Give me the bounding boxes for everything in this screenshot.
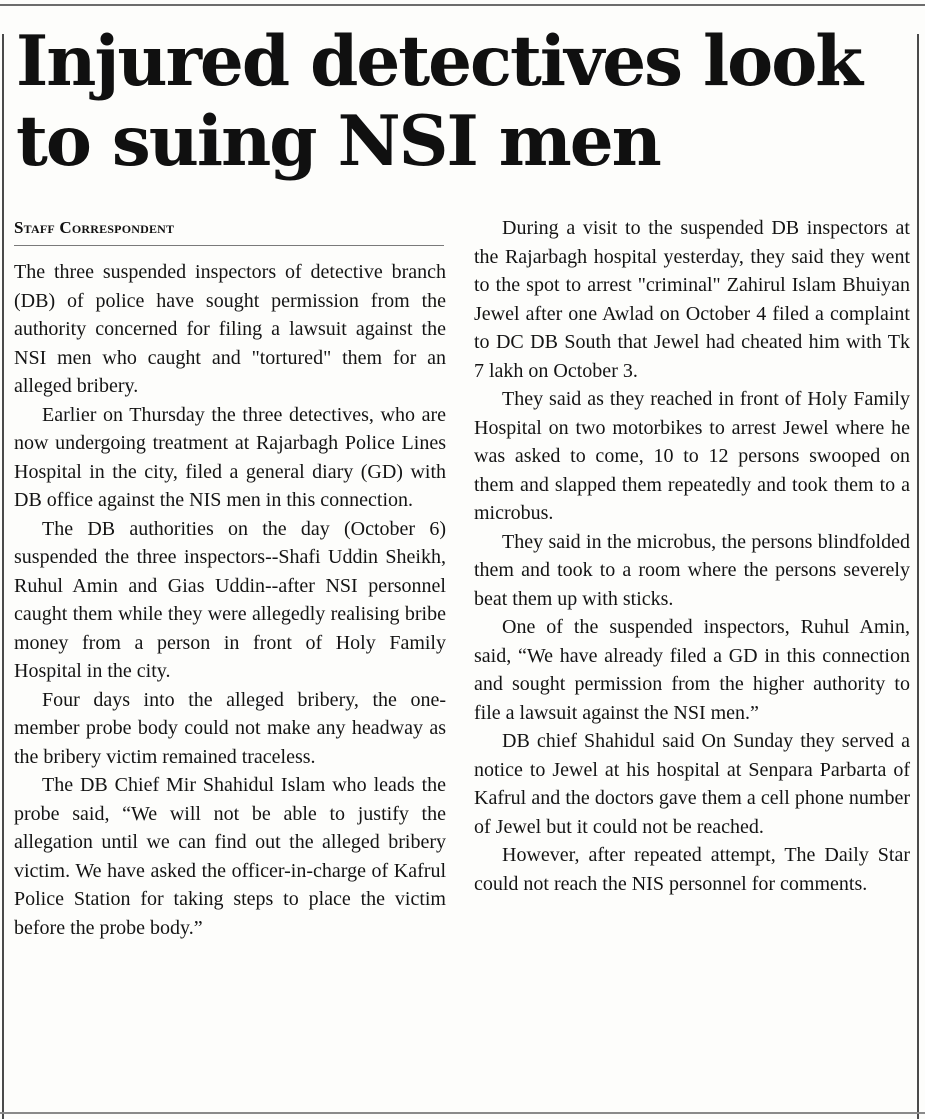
right-column: [474, 214, 910, 898]
paragraph: One of the suspended inspectors, Ruhul Amin, said, “We have already filed a GD in this connection and sought permission from the higher authority to file a lawsuit against the NSI men.”: [474, 616, 910, 724]
paragraph: DB chief Shahidul said On Sunday they served a notice to Jewel at his hospital at Senpara Parbarta of Kafrul and the doctors gave them a cell phone number of Jewel but it could not be reached.: [474, 730, 910, 838]
left-column: [14, 258, 446, 942]
headline-line-1: Injured detectives look: [16, 21, 862, 102]
left-border-rule: [2, 34, 4, 1119]
paragraph: The DB authorities on the day (October 6) suspended the three inspectors--Shafi Uddin Sheikh, Ruhul Amin and Gias Uddin--after NSI personnel caught them while they were allegedly realising bribe money from a person in front of Holy Family Hospital in the city.: [14, 517, 446, 682]
bottom-rule: [0, 1112, 925, 1114]
paragraph: The three suspended inspectors of detective branch (DB) of police have sought permission from the authority concerned for filing a lawsuit against the NSI men who caught and "tortured" them for an alleged bribery.: [14, 261, 446, 397]
paragraph: Four days into the alleged bribery, the one-member probe body could not make any headway as the bribery victim remained traceless.: [14, 688, 446, 768]
paragraph: Earlier on Thursday the three detectives, who are now undergoing treatment at Rajarbagh Police Lines Hospital in the city, filed a general diary (GD) with DB office against the NIS men in this connection.: [14, 403, 446, 511]
headline: [16, 22, 916, 182]
paragraph: During a visit to the suspended DB inspectors at the Rajarbagh hospital yesterday, they said they went to the spot to arrest "criminal" Zahirul Islam Bhuiyan Jewel after one Awlad on October 4 filed a complaint to DC DB South that Jewel had cheated him with Tk 7 lakh on October 3.: [474, 217, 910, 382]
byline-rule: [14, 245, 444, 246]
paragraph: They said in the microbus, the persons blindfolded them and took to a room where the persons severely beat them up with sticks.: [474, 530, 910, 610]
paragraph: They said as they reached in front of Holy Family Hospital on two motorbikes to arrest Jewel where he was asked to come, 10 to 12 persons swooped on them and slapped them repeatedly and took them to a microbus.: [474, 388, 910, 524]
paragraph: The DB Chief Mir Shahidul Islam who leads the probe said, “We will not be able to justify the allegation until we can find out the alleged bribery victim. We have asked the officer-in-charge of Kafrul Police Station for taking steps to place the victim before the probe body.”: [14, 774, 446, 939]
top-rule: [0, 4, 925, 6]
byline: Staff Correspondent: [14, 218, 175, 237]
paragraph: However, after repeated attempt, The Daily Star could not reach the NIS personnel for comments.: [474, 844, 910, 895]
headline-line-2: to suing NSI men: [16, 101, 660, 182]
right-border-rule: [917, 34, 919, 1119]
